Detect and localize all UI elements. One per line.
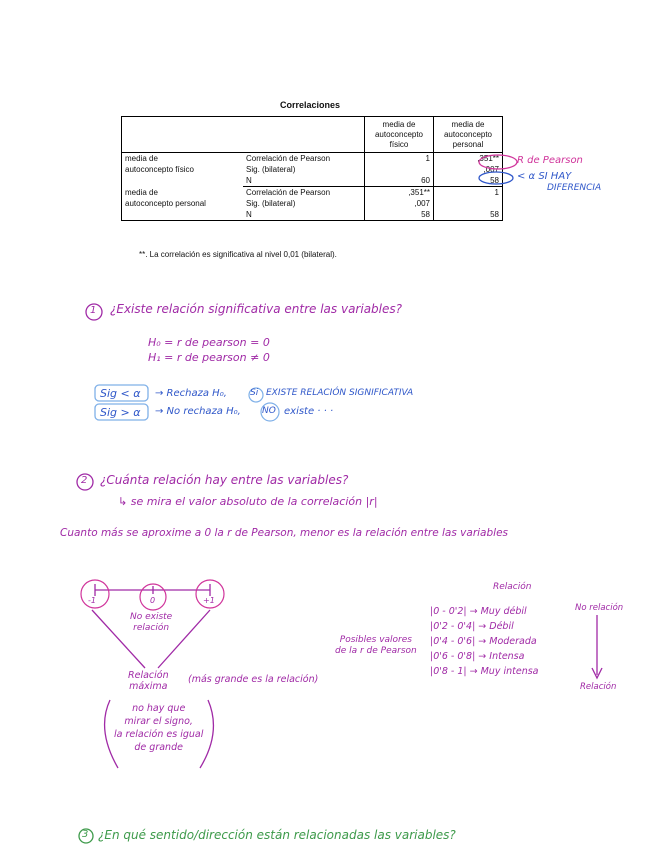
sig-note-line2: DIFERENCIA <box>547 183 602 193</box>
q1-number: 1 <box>90 305 97 316</box>
stat-label: Sig. (bilateral) <box>243 164 365 175</box>
cell-value: ,007 <box>434 164 503 175</box>
rule1-action: → Rechaza H₀, <box>155 388 227 399</box>
scale-label-zero: 0 <box>150 596 156 605</box>
cell-value: 1 <box>434 187 503 199</box>
rule2-condition: Sig > α <box>100 406 141 419</box>
scale-label-plus-one: +1 <box>203 596 215 605</box>
table-footnote: **. La correlación es significativa al nivel 0,01 (bilateral). <box>139 250 337 259</box>
relation-end: Relación <box>580 682 617 692</box>
q2-number: 2 <box>81 475 88 486</box>
q2-sub: ↳ se mira el valor absoluto de la correlación |r| <box>118 495 378 508</box>
rule2-no: NO <box>262 406 276 416</box>
cell-value: ,351** <box>365 187 434 199</box>
cell-value: ,007 <box>365 198 434 209</box>
stat-label: Correlación de Pearson <box>243 153 365 165</box>
cell-value: 1 <box>365 153 434 165</box>
range-item: |0'4 - 0'6| → Moderada <box>430 636 537 647</box>
possible-values-label: Posibles valores de la r de Pearson <box>335 635 417 656</box>
rule1-si: Si <box>250 388 259 398</box>
range-item: |0'6 - 0'8| → Intensa <box>430 651 525 662</box>
r-pearson-note: R de Pearson <box>517 155 583 166</box>
q3-number: 3 <box>82 829 89 840</box>
relation-header: Relación <box>493 582 532 592</box>
rule1-condition: Sig < α <box>100 387 141 400</box>
no-relation-label: No existe relación <box>130 612 173 633</box>
col-header-fisico: media de autoconcepto físico <box>365 117 434 153</box>
q1-h1: H₁ = r de pearson ≠ 0 <box>148 351 270 364</box>
cell-value: 58 <box>365 209 434 221</box>
q2-statement: Cuanto más se aproxime a 0 la r de Pearson, menor es la relación entre las variables <box>60 527 509 539</box>
col-header-personal: media de autoconcepto personal <box>434 117 503 153</box>
cell-value: 58 <box>434 209 503 221</box>
sign-note: no hay que mirar el signo, la relación es igual de grande <box>114 703 204 753</box>
row-group-personal: media de autoconcepto personal <box>122 187 244 221</box>
sig-note-line1: < α SI HAY <box>517 171 572 182</box>
cell-value: 58 <box>434 175 503 187</box>
max-relation-label: Relación máxima <box>128 670 169 692</box>
stat-label: Sig. (bilateral) <box>243 198 365 209</box>
range-item: |0'2 - 0'4| → Débil <box>430 621 514 632</box>
rule2-conclusion: existe · · · <box>284 406 334 417</box>
q3-question: ¿En qué sentido/dirección están relacionadas las variables? <box>98 828 456 842</box>
q1-question: ¿Existe relación significativa entre las variables? <box>110 302 403 316</box>
row-group-fisico: media de autoconcepto físico <box>122 153 244 187</box>
range-item: |0'8 - 1| → Muy intensa <box>430 666 539 677</box>
no-relation-end: No relación <box>575 603 624 613</box>
max-relation-note: (más grande es la relación) <box>188 674 319 685</box>
stat-label: N <box>243 175 365 187</box>
stat-label: N <box>243 209 365 221</box>
range-item: |0 - 0'2| → Muy débil <box>430 606 527 617</box>
q1-h0: H₀ = r de pearson = 0 <box>148 336 270 349</box>
stat-label: Correlación de Pearson <box>243 187 365 199</box>
table-title: Correlaciones <box>280 100 341 110</box>
q2-question: ¿Cuánta relación hay entre las variables? <box>100 473 349 487</box>
scale-label-minus-one: -1 <box>88 596 96 605</box>
cell-value: 60 <box>365 175 434 187</box>
cell-value: ,351** <box>434 153 503 165</box>
rule2-action: → No rechaza H₀, <box>155 406 241 417</box>
rule1-conclusion: EXISTE RELACIÓN SIGNIFICATIVA <box>266 388 414 398</box>
